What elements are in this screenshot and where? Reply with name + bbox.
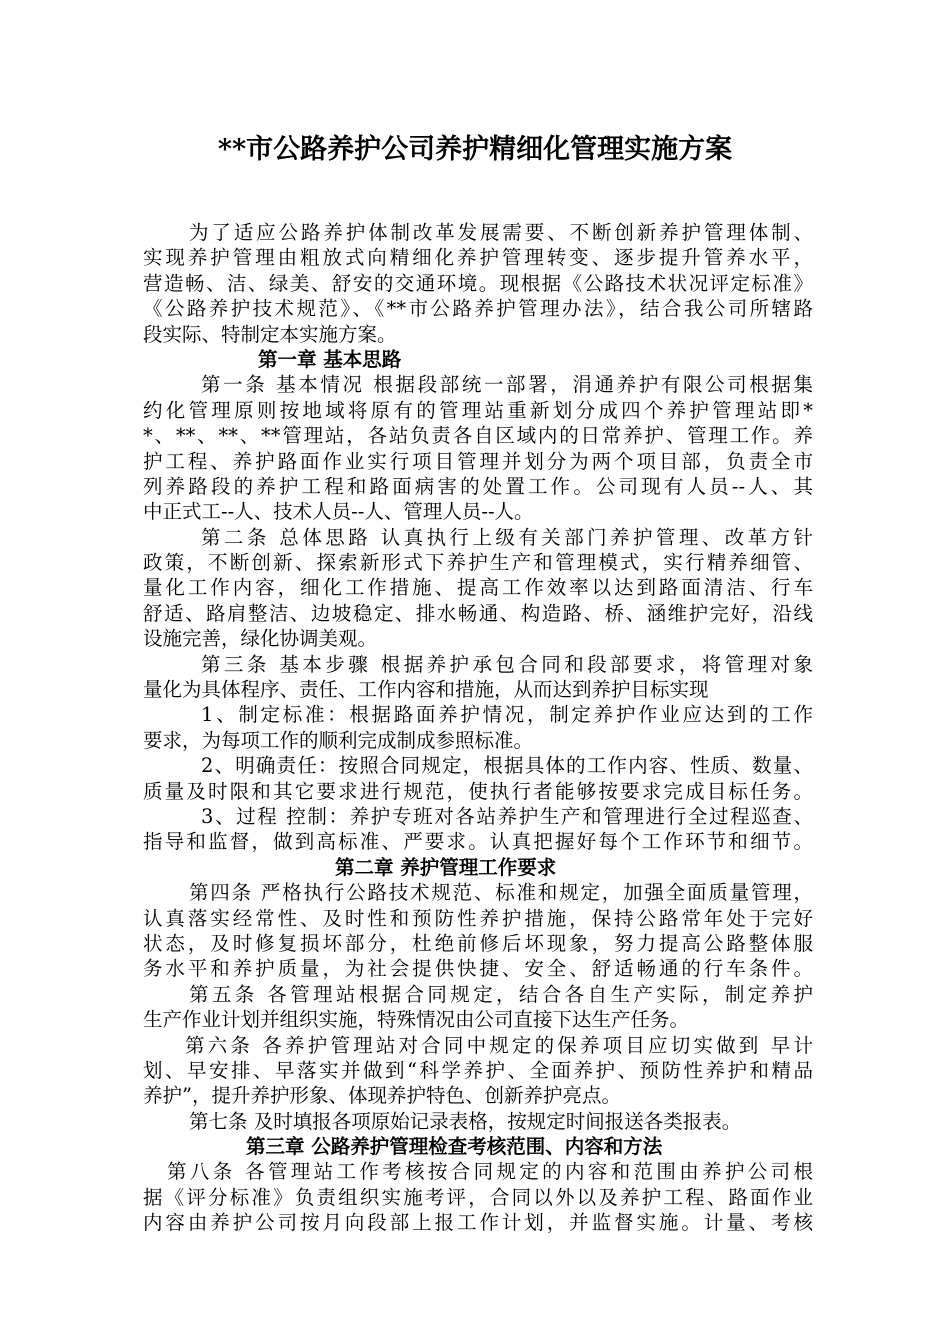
paragraph-line: 第六条 各养护管理站对合同中规定的保养项目应切实做到 早计 (185, 1033, 813, 1057)
paragraph-line: 质量及时限和其它要求进行规范，使执行者能够按要求完成目标任务。 (143, 779, 813, 803)
paragraph-line: 第二条 总体思路 认真执行上级有关部门养护管理、改革方针 (201, 525, 813, 549)
paragraph-line: 实现养护管理由粗放式向精细化养护管理转变、逐步提升管养水平， (143, 246, 813, 270)
paragraph-line: 营造畅、洁、绿美、舒安的交通环境。现根据《公路技术状况评定标准》 (143, 271, 813, 295)
paragraph-line: 要求，为每项工作的顺利完成制成参照标准。 (143, 728, 534, 752)
paragraph-line: *、**、**、**管理站，各站负责各自区域内的日常养护、管理工作。养 (143, 424, 813, 448)
paragraph-line: 1、制定标准：根据路面养护情况，制定养护作业应达到的工作 (201, 703, 813, 727)
paragraph-line: 《公路养护技术规范》、《**市公路养护管理办法》，结合我公司所辖路 (143, 297, 813, 321)
paragraph-line: 量化工作内容，细化工作措施、提高工作效率以达到路面清洁、行车 (143, 576, 813, 600)
paragraph-line: 据《评分标准》负责组织实施考评，合同以外以及养护工程、路面作业 (143, 1185, 813, 1209)
paragraph-line: 政策，不断创新、探索新形式下养护生产和管理模式，实行精养细管、 (143, 551, 813, 575)
document-title: **市公路养护公司养护精细化管理实施方案 (217, 134, 733, 165)
paragraph-line: 量化为具体程序、责任、工作内容和措施，从而达到养护目标实现 (143, 678, 709, 702)
chapter-heading: 第三章 公路养护管理检查考核范围、内容和方法 (246, 1135, 663, 1159)
paragraph-line: 约化管理原则按地域将原有的管理站重新划分成四个养护管理站即* (143, 398, 813, 422)
paragraph-line: 为了适应公路养护体制改革发展需要、不断创新养护管理体制、 (189, 221, 813, 244)
paragraph-line: 第三条 基本步骤 根据养护承包合同和段部要求，将管理对象 (201, 652, 813, 676)
paragraph-line: 务水平和养护质量，为社会提供快捷、安全、舒适畅通的行车条件。 (143, 957, 813, 981)
paragraph-line: 中正式工--人、技术人员--人、管理人员--人。 (143, 500, 534, 524)
paragraph-line: 第七条 及时填报各项原始记录表格，按规定时间报送各类报表。 (189, 1109, 742, 1133)
paragraph-line: 护工程、养护路面作业实行项目管理并划分为两个项目部，负责全市 (143, 449, 813, 473)
paragraph-line: 3、过程 控制：养护专班对各站养护生产和管理进行全过程巡查、 (201, 804, 813, 828)
paragraph-line: 第一条 基本情况 根据段部统一部署，涓通养护有限公司根据集 (201, 373, 813, 397)
paragraph-line: 列养路段的养护工程和路面病害的处置工作。公司现有人员--人、其 (143, 474, 813, 498)
paragraph-line: 划、早安排、早落实并做到“科学养护、全面养护、预防性养护和精品 (143, 1058, 813, 1082)
paragraph-line: 舒适、路肩整洁、边坡稳定、排水畅通、构造路、桥、涵维护完好，沿线 (143, 601, 813, 625)
paragraph-line: 第四条 严格执行公路技术规范、标准和规定，加强全面质量管理， (189, 881, 813, 905)
chapter-heading: 第一章 基本思路 (258, 347, 402, 371)
paragraph-line: 生产作业计划并组织实施，特殊情况由公司直接下达生产任务。 (143, 1008, 690, 1032)
chapter-heading: 第二章 养护管理工作要求 (335, 855, 557, 879)
paragraph-line: 2、明确责任：按照合同规定，根据具体的工作内容、性质、数量、 (201, 754, 813, 778)
paragraph-line: 认真落实经常性、及时性和预防性养护措施，保持公路常年处于完好 (143, 906, 813, 930)
paragraph-line: 第八条 各管理站工作考核按合同规定的内容和范围由养护公司根 (167, 1160, 813, 1184)
document-body (143, 220, 813, 1236)
paragraph-line: 设施完善，绿化协调美观。 (143, 627, 378, 651)
paragraph-line: 状态，及时修复损坏部分，杜绝前修后坏现象，努力提高公路整体服 (143, 931, 813, 955)
paragraph-line: 内容由养护公司按月向段部上报工作计划，并监督实施。计量、考核 (143, 1211, 813, 1235)
paragraph-line: 养护”，提升养护形象、体现养护特色、创新养护亮点。 (143, 1084, 621, 1108)
paragraph-line: 第五条 各管理站根据合同规定，结合各自生产实际，制定养护 (189, 982, 813, 1006)
paragraph-line: 指导和监督，做到高标准、严要求。认真把握好每个工作环节和细节。 (143, 830, 813, 854)
paragraph-line: 段实际、特制定本实施方案。 (143, 322, 397, 346)
